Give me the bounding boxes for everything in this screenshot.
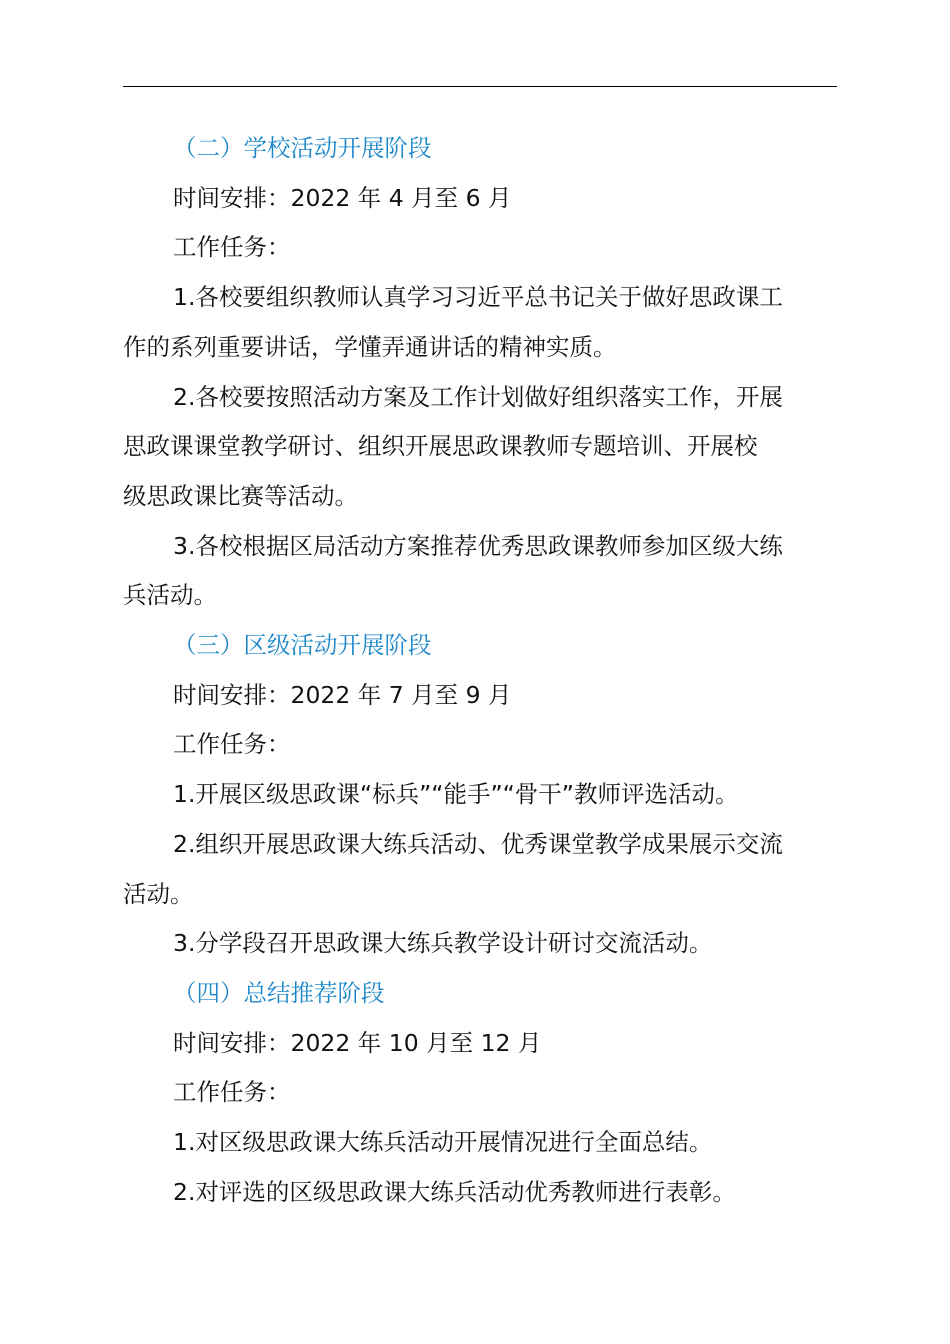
task-line: 3.各校根据区局活动方案推荐优秀思政课教师参加区级大练 [173, 531, 783, 560]
section-school-stage [123, 124, 837, 621]
task-line: 1.各校要组织教师认真学习习近平总书记关于做好思政课工 [173, 283, 783, 312]
task-line: 级思政课比赛等活动。 [123, 481, 358, 510]
task-item [123, 820, 837, 919]
section-heading: （四）总结推荐阶段 [173, 978, 385, 1007]
task-item [123, 1168, 837, 1218]
schedule-text: 时间安排：2022 年 10 月至 12 月 [173, 1028, 542, 1057]
section-summary-stage [123, 969, 837, 1218]
task-item [123, 1118, 837, 1168]
task-line: 作的系列重要讲话，学懂弄通讲话的精神实质。 [123, 332, 617, 361]
task-item [123, 919, 837, 969]
schedule-text: 时间安排：2022 年 4 月至 6 月 [173, 183, 512, 212]
task-item [123, 522, 837, 621]
task-line: 3.分学段召开思政课大练兵教学设计研讨交流活动。 [173, 929, 713, 958]
section-district-stage [123, 621, 837, 969]
section-heading: （二）学校活动开展阶段 [173, 134, 432, 162]
tasks-label: 工作任务： [173, 1078, 291, 1107]
task-line: 兵活动。 [123, 581, 217, 610]
section-heading: （三）区级活动开展阶段 [173, 631, 432, 660]
document-body [123, 124, 837, 1217]
task-line: 思政课课堂教学研讨、组织开展思政课教师专题培训、开展校 [123, 432, 758, 461]
task-line: 1.对区级思政课大练兵活动开展情况进行全面总结。 [173, 1128, 713, 1157]
header-rule [123, 86, 837, 87]
task-line: 2.各校要按照活动方案及工作计划做好组织落实工作，开展 [173, 382, 783, 411]
schedule-text: 时间安排：2022 年 7 月至 9 月 [173, 680, 512, 709]
tasks-label: 工作任务： [173, 233, 291, 262]
task-line: 活动。 [123, 879, 194, 908]
task-item [123, 770, 837, 820]
task-line: 1.开展区级思政课“标兵”“能手”“骨干”教师评选活动。 [173, 780, 739, 809]
task-item [123, 373, 837, 522]
task-line: 2.对评选的区级思政课大练兵活动优秀教师进行表彰。 [173, 1177, 736, 1206]
task-item [123, 273, 837, 372]
tasks-label: 工作任务： [173, 730, 291, 759]
task-line: 2.组织开展思政课大练兵活动、优秀课堂教学成果展示交流 [173, 829, 783, 858]
